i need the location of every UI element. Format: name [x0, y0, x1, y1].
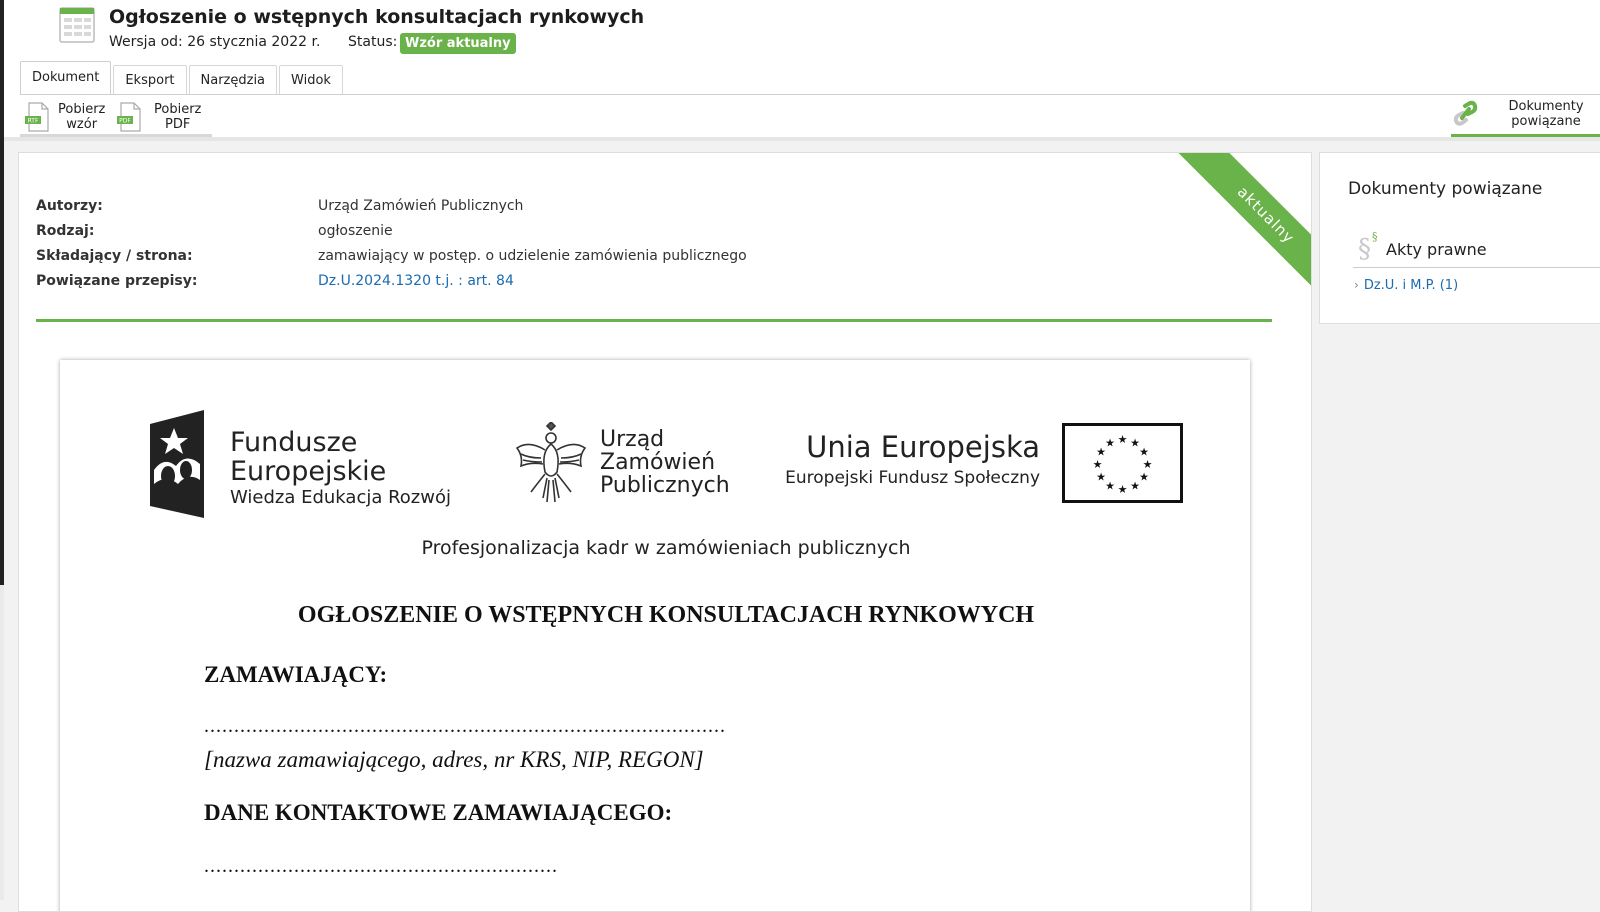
download-template-button[interactable]: [24, 99, 105, 135]
meta-key: Rodzaj:: [36, 223, 95, 239]
metadata-divider: [36, 319, 1272, 322]
journal-link-label: Dz.U. i M.P. (1): [1363, 278, 1459, 293]
svg-text:PDF: PDF: [119, 117, 131, 125]
fe-logo-line1: Fundusze: [230, 427, 358, 458]
related-panel-title: Dokumenty powiązane: [1348, 179, 1543, 199]
version-date: Wersja od: 26 stycznia 2022 r.: [109, 34, 321, 50]
svg-text:★: ★: [1096, 470, 1106, 484]
document-panel: [18, 152, 1312, 912]
svg-text:★: ★: [1096, 445, 1106, 459]
svg-text:★: ★: [1105, 436, 1115, 450]
tab-bar: [20, 61, 343, 95]
download-pdf-button[interactable]: [116, 99, 201, 135]
fe-logo-tagline: Wiedza Edukacja Rozwój: [230, 487, 451, 508]
fill-in-line-2: ...........................................................: [204, 855, 558, 877]
svg-text:★: ★: [1139, 470, 1149, 484]
status-ribbon: [1161, 153, 1311, 303]
link-chain-icon: [1453, 100, 1479, 128]
eu-logo-subtitle: Europejski Fundusz Społeczny: [785, 468, 1040, 488]
buyer-hint: [nazwa zamawiającego, adres, nr KRS, NIP, REGON]: [204, 747, 704, 772]
metadata-table: [36, 198, 747, 298]
document-heading: OGŁOSZENIE O WSTĘPNYCH KONSULTACJACH RYNKOWYCH: [297, 602, 1035, 628]
meta-row-regulations: [36, 273, 747, 298]
related-docs-label-2: powiązane: [1511, 114, 1581, 129]
document-preview: [60, 360, 1250, 912]
svg-text:★: ★: [1117, 433, 1128, 446]
status-label: Status:: [348, 34, 398, 50]
eu-stars-icon: [1065, 426, 1180, 500]
rtf-file-icon: [24, 102, 50, 132]
tab-widok[interactable]: Widok: [279, 65, 343, 95]
download-template-label-2: wzór: [66, 117, 98, 132]
section-buyer: ZAMAWIAJĄCY:: [204, 662, 388, 687]
polish-eagle-emblem: [515, 422, 587, 504]
meta-value: ogłoszenie: [318, 223, 393, 239]
template-document-icon: [59, 7, 95, 43]
legal-acts-divider: [1353, 267, 1600, 268]
document-header: [4, 0, 1600, 141]
uzp-logo-line1: Urząd: [600, 427, 665, 452]
regulation-link[interactable]: Dz.U.2024.1320 t.j. : art. 84: [318, 273, 514, 289]
eu-logo-title: Unia Europejska: [806, 430, 1040, 464]
paragraph-icon: § §: [1358, 230, 1378, 264]
svg-text:★: ★: [1139, 445, 1149, 459]
meta-row-submitter: [36, 248, 747, 273]
uzp-logo-line3: Publicznych: [600, 473, 730, 498]
meta-key: Autorzy:: [36, 198, 103, 214]
svg-text:★: ★: [1092, 458, 1103, 471]
download-pdf-label-1: Pobierz: [154, 102, 202, 117]
header-separator: [4, 137, 1600, 141]
tab-divider: [20, 94, 1600, 95]
related-documents-button[interactable]: [1451, 97, 1600, 137]
meta-row-type: [36, 223, 747, 248]
svg-text:★: ★: [1117, 483, 1128, 496]
svg-text:★: ★: [1105, 479, 1115, 493]
fundusze-europejskie-logo: [150, 410, 208, 518]
meta-key: Powiązane przepisy:: [36, 273, 198, 289]
tab-narzedzia[interactable]: Narzędzia: [189, 65, 278, 95]
meta-row-authors: [36, 198, 747, 223]
status-ribbon-text: aktualny: [1172, 153, 1311, 303]
fill-in-line: .......................................................................................: [204, 715, 726, 737]
svg-text:★: ★: [1130, 479, 1140, 493]
meta-value: zamawiający w postęp. o udzielenie zamówienia publicznego: [318, 248, 747, 264]
uzp-logo-line2: Zamówień: [600, 450, 716, 475]
svg-text:★: ★: [1142, 458, 1153, 471]
meta-value: Urząd Zamówień Publicznych: [318, 198, 524, 214]
download-template-label-1: Pobierz: [58, 102, 106, 117]
status-badge: Wzór aktualny: [400, 33, 516, 54]
tab-dokument[interactable]: Dokument: [20, 61, 111, 95]
legal-acts-label: Akty prawne: [1386, 239, 1487, 259]
tab-eksport[interactable]: Eksport: [113, 65, 186, 95]
eu-flag: [1062, 423, 1183, 503]
pdf-file-icon: [116, 102, 142, 132]
fe-logo-name: [230, 428, 386, 486]
download-pdf-label-2: PDF: [165, 117, 191, 132]
related-documents-panel: [1319, 152, 1600, 324]
journal-link[interactable]: [1354, 278, 1458, 293]
meta-key: Składający / strona:: [36, 248, 193, 264]
svg-text:RTF: RTF: [27, 117, 39, 125]
uzp-logo-text: [600, 428, 730, 497]
chevron-right-icon: ›: [1354, 278, 1359, 292]
fe-logo-line2: Europejskie: [230, 456, 387, 487]
document-title: Ogłoszenie o wstępnych konsultacjach rynkowych: [109, 6, 645, 28]
related-docs-label-1: Dokumenty: [1508, 99, 1584, 114]
svg-text:★: ★: [1130, 436, 1140, 450]
legal-acts-section[interactable]: [1358, 230, 1487, 264]
section-contact: DANE KONTAKTOWE ZAMAWIAJĄCEGO:: [204, 800, 673, 825]
project-name: Profesjonalizacja kadr w zamówieniach publicznych: [421, 537, 911, 559]
